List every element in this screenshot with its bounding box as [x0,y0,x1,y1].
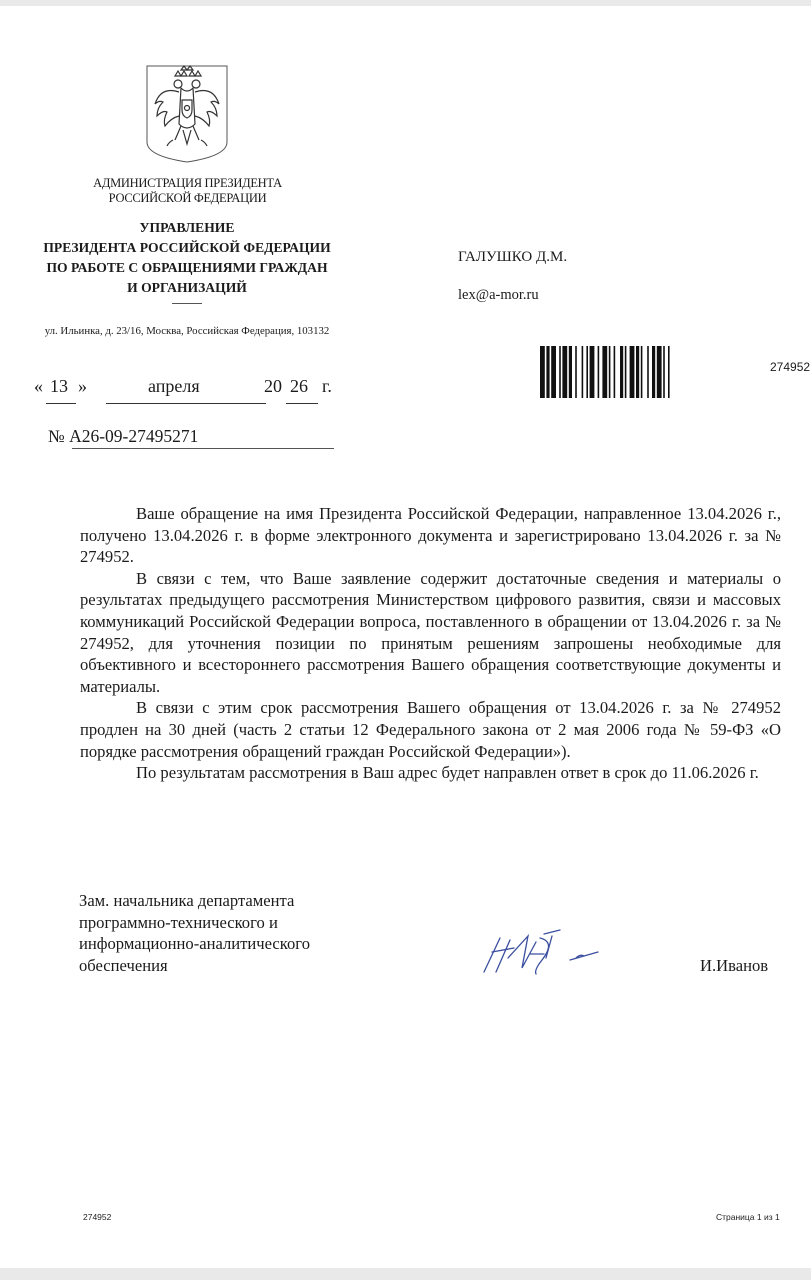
department-name [20,218,354,298]
dept-line-1: УПРАВЛЕНИЕ [139,220,235,235]
signatory-title-line-4: обеспечения [79,955,168,975]
paragraph-4: По результатам рассмотрения в Ваш адрес будет направлен ответ в срок до 11.06.2026 г. [136,763,759,783]
date-open-quote: « [34,376,43,396]
admin-line-1: АДМИНИСТРАЦИЯ ПРЕЗИДЕНТА [93,176,282,190]
administration-name [60,176,315,206]
department-divider [172,303,202,304]
date-year-underline [286,403,318,404]
dept-line-3: ПО РАБОТЕ С ОБРАЩЕНИЯМИ ГРАЖДАН [46,260,328,275]
number-underline [72,448,334,449]
number-value: А26-09-27495271 [69,426,199,446]
date-close-quote: » [78,376,87,396]
footer-doc-number: 274952 [83,1212,112,1222]
date-day: 13 [50,376,68,396]
admin-line-2: РОССИЙСКОЙ ФЕДЕРАЦИИ [108,191,267,205]
document-page [0,6,811,1268]
barcode-number: 274952 [770,360,811,374]
signatory-title-line-1: Зам. начальника департамента [79,891,295,910]
paragraph-3: В связи с этим срок рассмотрения Вашего обращения от 13.04.2026 г. за № 274952 продлен на 30 дней (часть 2 статьи 12 Федерального закона от 2 мая 2006 года № 59-ФЗ «О порядке рассмотрения обращений граждан Российской Федерации»). [80,698,781,761]
dept-line-2: ПРЕЗИДЕНТА РОССИЙСКОЙ ФЕДЕРАЦИИ [43,240,331,255]
date-day-underline [46,403,76,404]
date-month: апреля [148,376,200,396]
number-prefix: № [48,426,65,446]
date-year-mark: г. [322,376,332,396]
date-month-underline [106,403,266,404]
department-address: ул. Ильинка, д. 23/16, Москва, Российская Федерация, 103132 [44,325,330,337]
paragraph-2: В связи с тем, что Ваше заявление содержит достаточные сведения и материалы о результатах предыдущего рассмотрения Министерством цифрового развития, связи и массовых коммуникаций Российской Федерации вопроса, поставленного в обращении от 13.04.2026 г. за № 274952, для уточнения позиции по принятым решениям запрошены необходимые для объективного и всестороннего рассмотрения Вашего обращения соответствующие документы и материалы. [80,568,781,696]
signatory-title-line-3: информационно-аналитического [79,934,310,954]
dept-line-4: И ОРГАНИЗАЦИЙ [127,280,247,295]
footer-page-label: Страница 1 из 1 [716,1212,780,1222]
letter-body [80,503,781,784]
date-year-prefix: 20 [264,376,282,396]
paragraph-1: Ваше обращение на имя Президента Российской Федерации, направленное 13.04.2026 г., получено 13.04.2026 г. в форме электронного документа и зарегистрировано 13.04.2026 г. за № 274952. [80,504,781,567]
signatory-title [79,890,379,976]
outgoing-number [48,426,198,447]
signatory-name: И.Иванов [700,956,769,975]
handwritten-signature [470,928,610,978]
coat-of-arms-emblem [145,64,229,164]
recipient-name: ГАЛУШКО Д.М. [458,249,568,265]
recipient-email: lex@a-mor.ru [458,287,539,303]
signatory-title-line-2: программно-технического и [79,912,278,932]
barcode [540,346,765,398]
date-year-suffix: 26 [290,376,308,396]
